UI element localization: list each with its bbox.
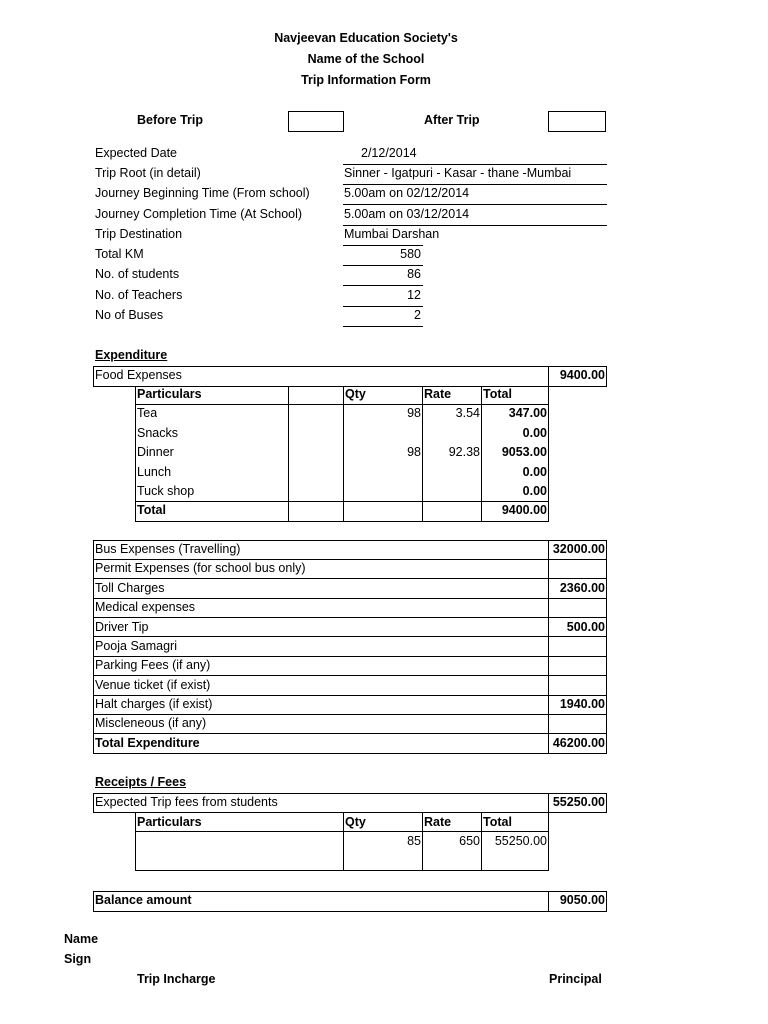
journey-complete-value: 5.00am on 03/12/2014 (344, 207, 470, 221)
total-expenditure-amount: 46200.00 (552, 736, 605, 750)
expected-date-value: 2/12/2014 (361, 146, 417, 160)
item-qty (343, 501, 421, 520)
item-total: 347.00 (508, 406, 547, 420)
item-particular: Tea (137, 406, 158, 420)
item-total: 9400.00 (501, 503, 547, 517)
trip-route-label: Trip Root (in detail) (95, 166, 201, 180)
total-km-value: 580 (400, 247, 421, 261)
item-total: 0.00 (522, 484, 547, 498)
item-qty (343, 463, 421, 482)
before-trip-label: Before Trip (137, 113, 203, 127)
expected-date-label: Expected Date (95, 146, 177, 160)
teachers-label: No. of Teachers (95, 288, 183, 302)
expense-label: Bus Expenses (Travelling) (95, 542, 241, 556)
expected-fees-label: Expected Trip fees from students (95, 795, 278, 809)
item-total: 0.00 (522, 465, 547, 479)
students-value: 86 (407, 267, 421, 281)
food-expenses-total: 9400.00 (559, 368, 605, 382)
expense-label: Toll Charges (95, 581, 165, 595)
item-rate: 3.54 (455, 406, 480, 420)
principal-label: Principal (549, 972, 602, 986)
expense-label: Venue ticket (if exist) (95, 678, 211, 692)
item-particular: Tuck shop (137, 484, 195, 498)
expense-amount (549, 559, 605, 578)
receipts-col-total: Total (483, 815, 512, 829)
item-rate (422, 501, 480, 520)
students-label: No. of students (95, 267, 180, 281)
col-total: Total (483, 387, 512, 401)
item-qty: 98 (407, 406, 421, 420)
item-particular: Snacks (137, 426, 178, 440)
item-total: 0.00 (522, 426, 547, 440)
trip-incharge-label: Trip Incharge (137, 972, 216, 986)
after-trip-checkbox[interactable] (548, 111, 606, 132)
expense-label: Permit Expenses (for school bus only) (95, 561, 306, 575)
destination-value: Mumbai Darshan (344, 227, 440, 241)
expense-amount (549, 656, 605, 675)
after-trip-label: After Trip (424, 113, 480, 127)
teachers-value: 12 (407, 288, 421, 302)
item-total: 9053.00 (501, 445, 547, 459)
journey-begin-label: Journey Beginning Time (From school) (95, 186, 310, 200)
item-qty (343, 482, 421, 501)
receipts-heading: Receipts / Fees (95, 775, 187, 789)
journey-complete-label: Journey Completion Time (At School) (95, 207, 303, 221)
destination-label: Trip Destination (95, 227, 183, 241)
buses-value: 2 (414, 308, 421, 322)
expense-label: Pooja Samagri (95, 639, 177, 653)
before-trip-checkbox[interactable] (288, 111, 344, 132)
expense-label: Driver Tip (95, 620, 149, 634)
item-particular: Dinner (137, 445, 174, 459)
balance-amount: 9050.00 (559, 893, 605, 907)
expected-fees-amount: 55250.00 (552, 795, 605, 809)
food-expenses-label: Food Expenses (95, 368, 182, 382)
receipt-qty: 85 (407, 834, 421, 848)
school-name: Name of the School (307, 52, 425, 66)
item-rate (422, 463, 480, 482)
item-rate (422, 424, 480, 443)
society-name: Navjeevan Education Society's (274, 31, 458, 45)
receipt-rate: 650 (459, 834, 480, 848)
expense-amount: 1940.00 (559, 697, 605, 711)
item-particular: Lunch (137, 465, 172, 479)
expense-label: Halt charges (if exist) (95, 697, 213, 711)
item-particular: Total (137, 503, 166, 517)
expense-amount: 500.00 (566, 620, 605, 634)
expense-label: Miscleneous (if any) (95, 716, 207, 730)
item-rate (422, 482, 480, 501)
expenditure-heading: Expenditure (95, 348, 168, 362)
form-title: Trip Information Form (301, 73, 431, 87)
expense-amount (549, 637, 605, 656)
buses-label: No of Buses (95, 308, 164, 322)
journey-begin-value: 5.00am on 02/12/2014 (344, 186, 470, 200)
sign-label: Sign (64, 952, 92, 966)
receipt-total: 55250.00 (494, 834, 547, 848)
expense-amount (549, 598, 605, 617)
item-qty (343, 424, 421, 443)
total-expenditure-label: Total Expenditure (95, 736, 200, 750)
expense-amount (549, 676, 605, 695)
name-label: Name (64, 932, 99, 946)
receipts-col-qty: Qty (345, 815, 366, 829)
receipts-col-particulars: Particulars (137, 815, 202, 829)
expense-amount: 2360.00 (559, 581, 605, 595)
trip-route-value: Sinner - Igatpuri - Kasar - thane -Mumbai (344, 166, 572, 180)
expense-label: Parking Fees (if any) (95, 658, 211, 672)
col-qty: Qty (345, 387, 366, 401)
col-rate: Rate (424, 387, 452, 401)
expense-amount: 32000.00 (552, 542, 605, 556)
col-particulars: Particulars (137, 387, 202, 401)
balance-label: Balance amount (95, 893, 192, 907)
item-qty: 98 (407, 445, 421, 459)
item-rate: 92.38 (448, 445, 480, 459)
expense-amount (549, 714, 605, 733)
total-km-label: Total KM (95, 247, 144, 261)
expense-label: Medical expenses (95, 600, 196, 614)
receipts-col-rate: Rate (424, 815, 452, 829)
